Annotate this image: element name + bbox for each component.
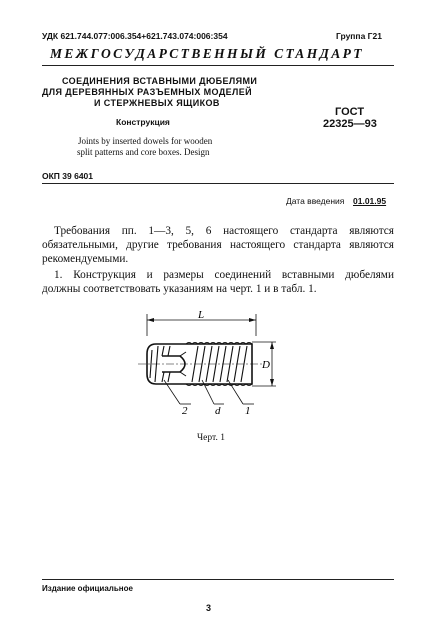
gost-number: 22325—93	[323, 118, 377, 130]
title-subtitle: Конструкция	[116, 117, 170, 127]
official-edition: Издание официальное	[42, 584, 133, 593]
title-line-1: СОЕДИНЕНИЯ ВСТАВНЫМИ ДЮБЕЛЯМИ	[62, 76, 258, 86]
dowel-drawing	[128, 308, 288, 428]
group-code: Группа Г21	[336, 31, 382, 41]
callout-2-label: 2	[182, 405, 188, 417]
footer-rule	[42, 579, 394, 580]
callout-1-label: 1	[245, 405, 251, 417]
standard-banner: МЕЖГОСУДАРСТВЕННЫЙ СТАНДАРТ	[50, 46, 364, 61]
page-number: 3	[206, 603, 212, 613]
callout-d-label: d	[215, 405, 221, 417]
dimension-diameter-label: D	[262, 359, 270, 371]
p1-line-2: обязательными, другие требования настоящего стандарта являются	[42, 239, 394, 251]
title-english-2: split patterns and core boxes. Design	[77, 147, 210, 157]
date-value: 01.01.95	[353, 196, 387, 206]
udk-code: УДК 621.744.077:006.354+621.743.074:006:354	[42, 31, 228, 41]
p1-line-3: рекомендуемыми.	[42, 253, 129, 265]
gost-label: ГОСТ	[335, 106, 365, 118]
figure-caption: Черт. 1	[197, 433, 225, 443]
dimension-length-label: L	[198, 309, 205, 321]
p2-line-2: должны соответствовать указаниям на черт. 1 и в табл. 1.	[42, 283, 317, 295]
okp-code: ОКП 39 6401	[42, 171, 93, 181]
title-english-1: Joints by inserted dowels for wooden	[78, 136, 213, 146]
title-line-2: ДЛЯ ДЕРЕВЯННЫХ РАЗЪЕМНЫХ МОДЕЛЕЙ	[42, 87, 253, 97]
paragraph-construction	[42, 268, 394, 296]
title-line-3: И СТЕРЖНЕВЫХ ЯЩИКОВ	[94, 98, 220, 108]
p1-line-1: Требования пп. 1—3, 5, 6 настоящего стандарта являются	[54, 225, 394, 237]
okp-rule	[42, 183, 394, 184]
date-label: Дата введения	[286, 196, 345, 206]
banner-rule	[42, 65, 394, 66]
paragraph-requirements	[42, 224, 394, 266]
p2-line-1: 1. Конструкция и размеры соединений вставными дюбелями	[54, 269, 394, 281]
